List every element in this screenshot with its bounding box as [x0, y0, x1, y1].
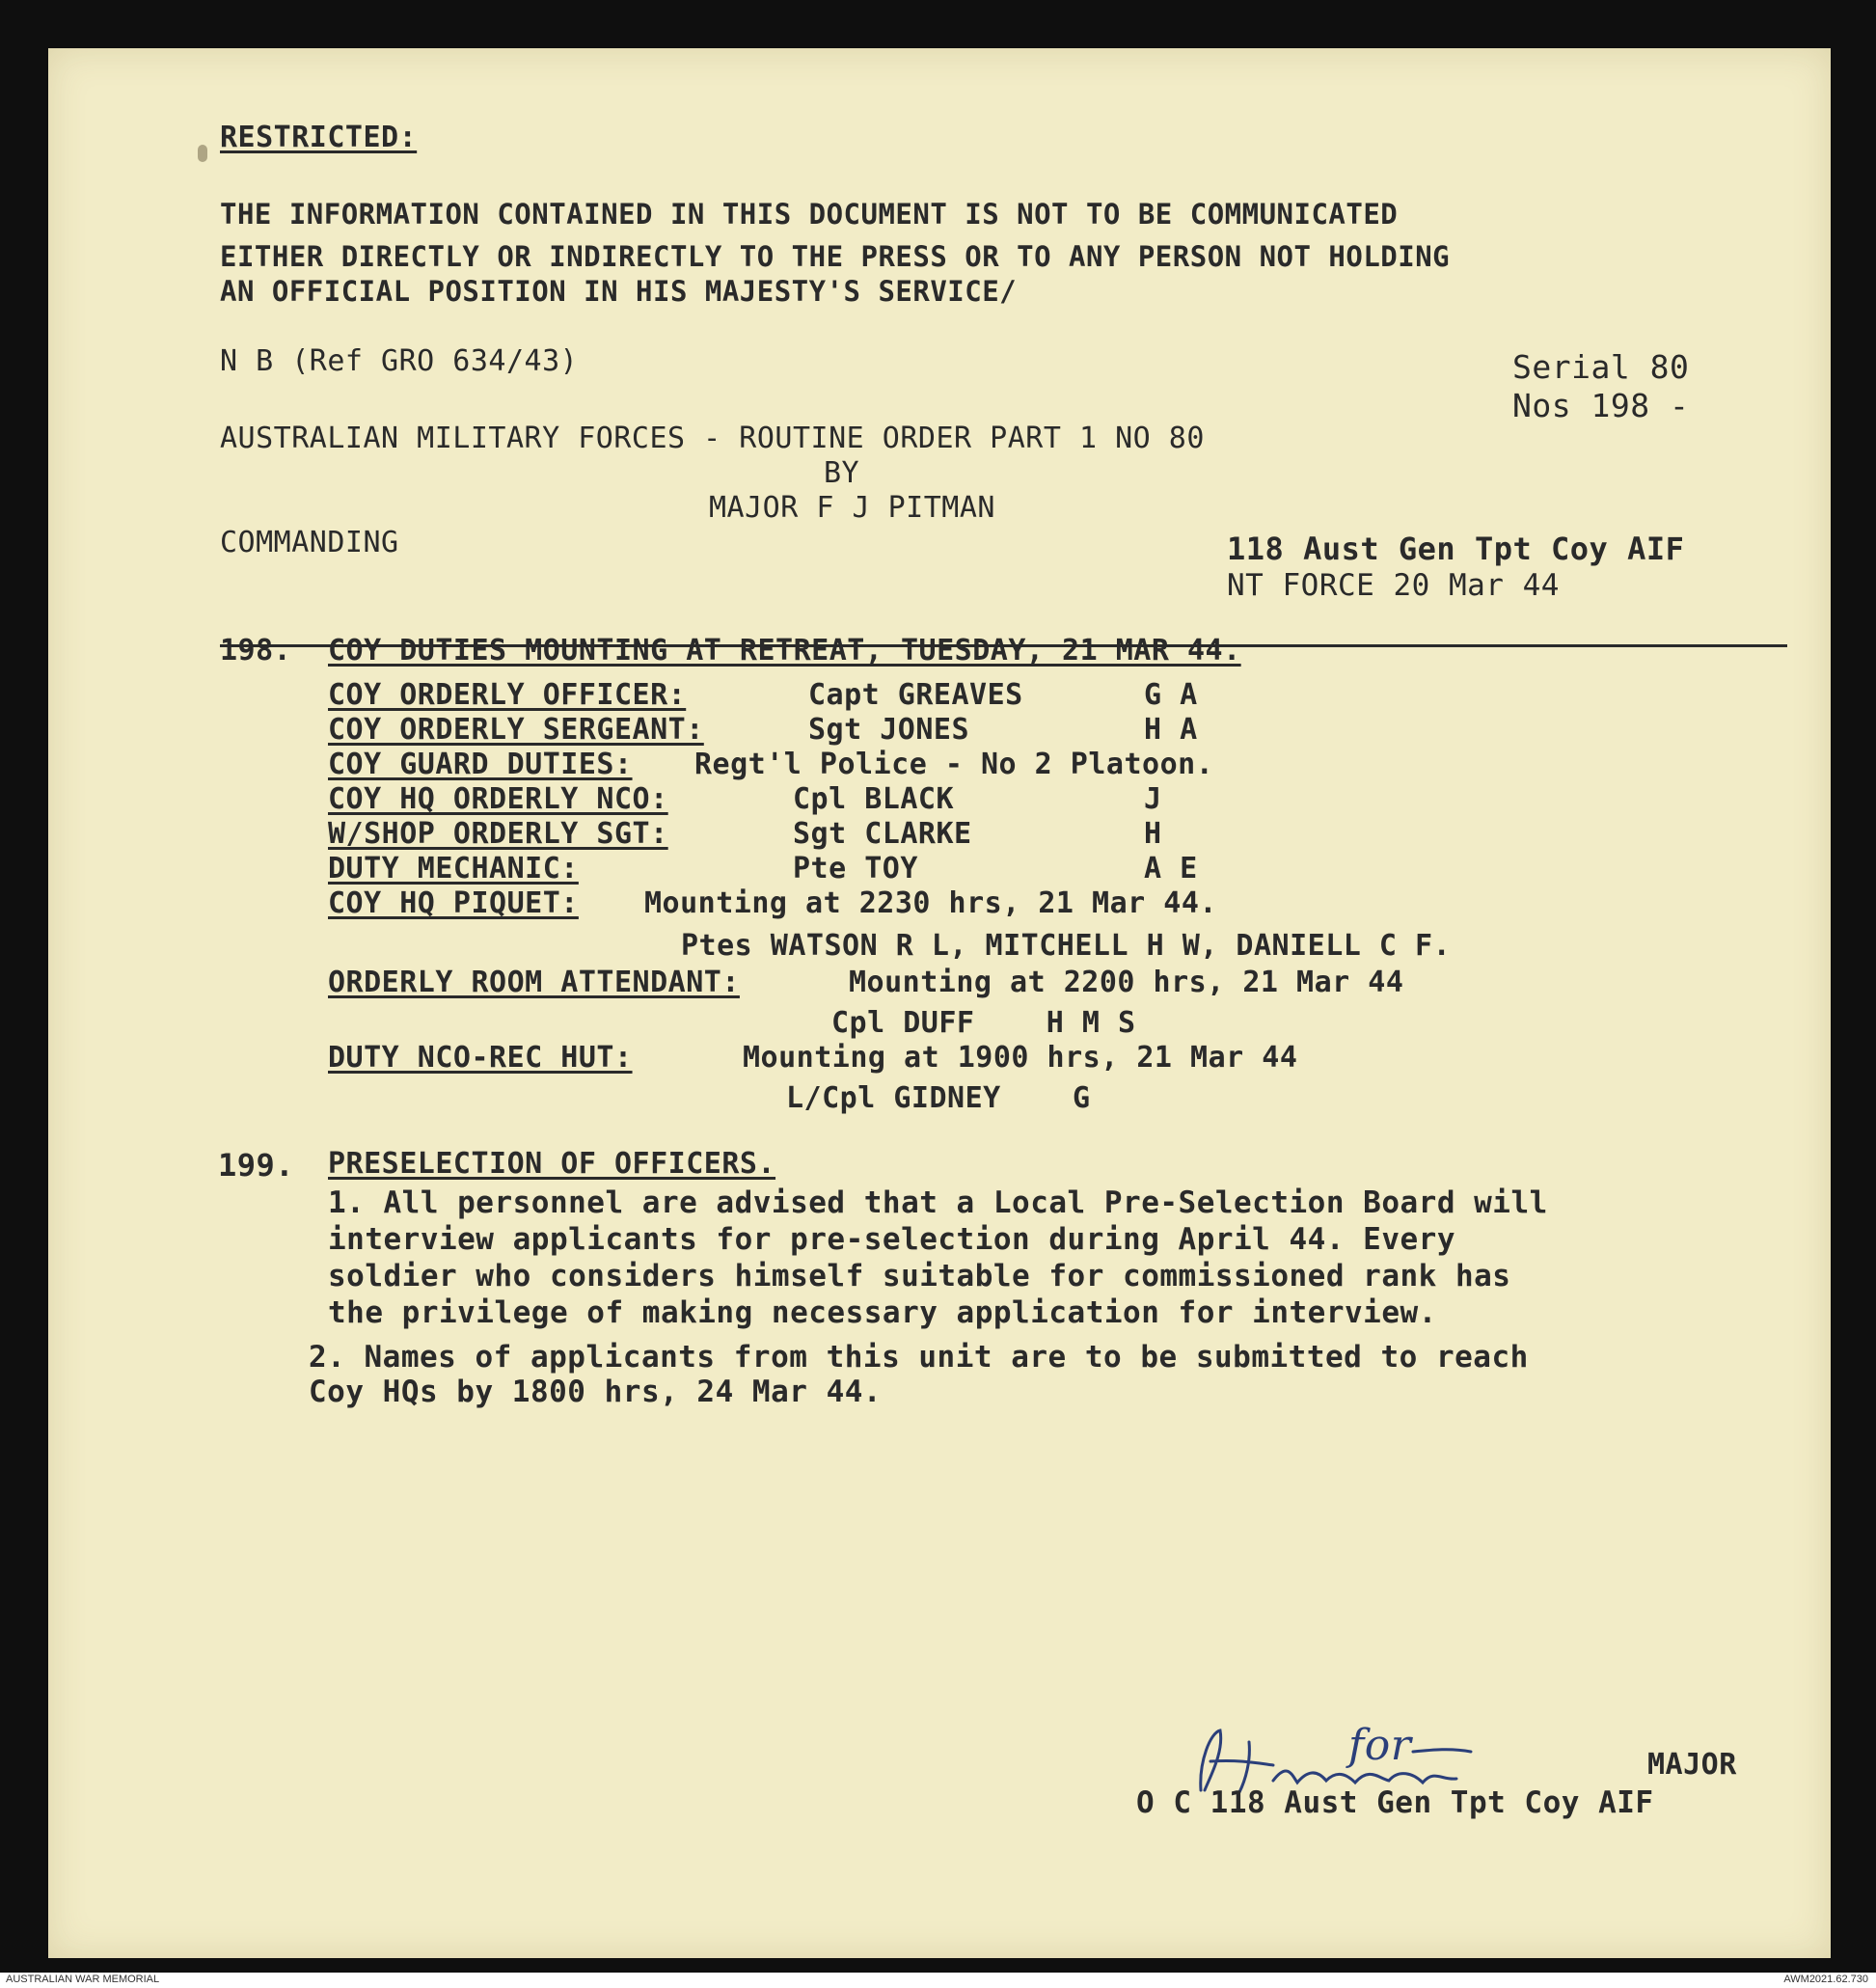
- duty-name: Sgt CLARKE: [793, 817, 972, 851]
- piquet-names: Ptes WATSON R L, MITCHELL H W, DANIELL C F.: [681, 929, 1452, 963]
- order-198-title: COY DUTIES MOUNTING AT RETREAT, TUESDAY, 21 MAR 44.: [328, 634, 1241, 667]
- duty-initials: H A: [1144, 713, 1198, 747]
- place-date: NT FORCE 20 Mar 44: [1227, 568, 1560, 603]
- attendant-name: Cpl DUFF H M S: [831, 1006, 1136, 1040]
- document-title: AUSTRALIAN MILITARY FORCES - ROUTINE ORDER PART 1 NO 80: [220, 422, 1205, 455]
- order-numbers: Nos 198 -: [1512, 387, 1690, 424]
- restricted-heading: RESTRICTED:: [220, 121, 418, 154]
- order-199-line: 1. All personnel are advised that a Local Pre-Selection Board will: [328, 1185, 1548, 1220]
- by-label: BY: [824, 456, 860, 490]
- order-199-number: 199.: [218, 1147, 295, 1184]
- reference: N B (Ref GRO 634/43): [220, 344, 579, 378]
- duty-role: COY HQ ORDERLY NCO:: [328, 782, 668, 816]
- rec-hut-time: Mounting at 1900 hrs, 21 Mar 44: [743, 1041, 1298, 1075]
- order-199-title: PRESELECTION OF OFFICERS.: [328, 1147, 776, 1181]
- duty-initials: A E: [1144, 852, 1198, 885]
- attendant-time: Mounting at 2200 hrs, 21 Mar 44: [849, 966, 1404, 999]
- signature-position: O C 118 Aust Gen Tpt Coy AIF: [1136, 1785, 1654, 1820]
- order-199-line: interview applicants for pre-selection during April 44. Every: [328, 1222, 1455, 1257]
- duty-name: Regt'l Police - No 2 Platoon.: [694, 748, 1214, 781]
- pin-hole: [198, 145, 207, 162]
- notice-line-3: AN OFFICIAL POSITION IN HIS MAJESTY'S SERVICE/: [220, 275, 1018, 308]
- duty-role: COY ORDERLY SERGEANT:: [328, 713, 704, 747]
- footer-institution: AUSTRALIAN WAR MEMORIAL: [6, 1974, 160, 1985]
- rec-hut-role: DUTY NCO-REC HUT:: [328, 1041, 633, 1075]
- serial-number: Serial 80: [1512, 348, 1690, 386]
- order-198-number: 198.: [220, 634, 292, 667]
- duty-initials: H: [1144, 817, 1162, 851]
- signature-for: for: [1348, 1721, 1412, 1770]
- piquet-role: COY HQ PIQUET:: [328, 886, 579, 920]
- duty-role: W/SHOP ORDERLY SGT:: [328, 817, 668, 851]
- duty-name: Capt GREAVES: [808, 678, 1023, 712]
- order-199-line: Coy HQs by 1800 hrs, 24 Mar 44.: [309, 1375, 883, 1409]
- notice-line-2: EITHER DIRECTLY OR INDIRECTLY TO THE PRESS OR TO ANY PERSON NOT HOLDING: [220, 240, 1451, 273]
- document-page: [48, 48, 1831, 1958]
- footer-accession-number: AWM2021.62.730: [1783, 1974, 1868, 1985]
- commanding-label: COMMANDING: [220, 526, 399, 559]
- duty-role: COY GUARD DUTIES:: [328, 748, 633, 781]
- signature-rank: MAJOR: [1647, 1748, 1737, 1782]
- piquet-time: Mounting at 2230 hrs, 21 Mar 44.: [644, 886, 1217, 920]
- archive-footer: [0, 1973, 1876, 1988]
- duty-name: Sgt JONES: [808, 713, 970, 747]
- duty-initials: G A: [1144, 678, 1198, 712]
- duty-initials: J: [1144, 782, 1162, 816]
- duty-role: COY ORDERLY OFFICER:: [328, 678, 687, 712]
- attendant-role: ORDERLY ROOM ATTENDANT:: [328, 966, 740, 999]
- unit-name: 118 Aust Gen Tpt Coy AIF: [1227, 531, 1685, 567]
- duty-name: Pte TOY: [793, 852, 918, 885]
- order-199-line: the privilege of making necessary application for interview.: [328, 1295, 1437, 1330]
- duty-name: Cpl BLACK: [793, 782, 955, 816]
- duty-role: DUTY MECHANIC:: [328, 852, 579, 885]
- order-199-line: 2. Names of applicants from this unit are to be submitted to reach: [309, 1340, 1529, 1375]
- commanding-officer: MAJOR F J PITMAN: [709, 491, 995, 525]
- rec-hut-name: L/Cpl GIDNEY G: [786, 1081, 1091, 1115]
- notice-line-1: THE INFORMATION CONTAINED IN THIS DOCUMENT IS NOT TO BE COMMUNICATED: [220, 198, 1399, 231]
- order-199-line: soldier who considers himself suitable for commissioned rank has: [328, 1259, 1511, 1294]
